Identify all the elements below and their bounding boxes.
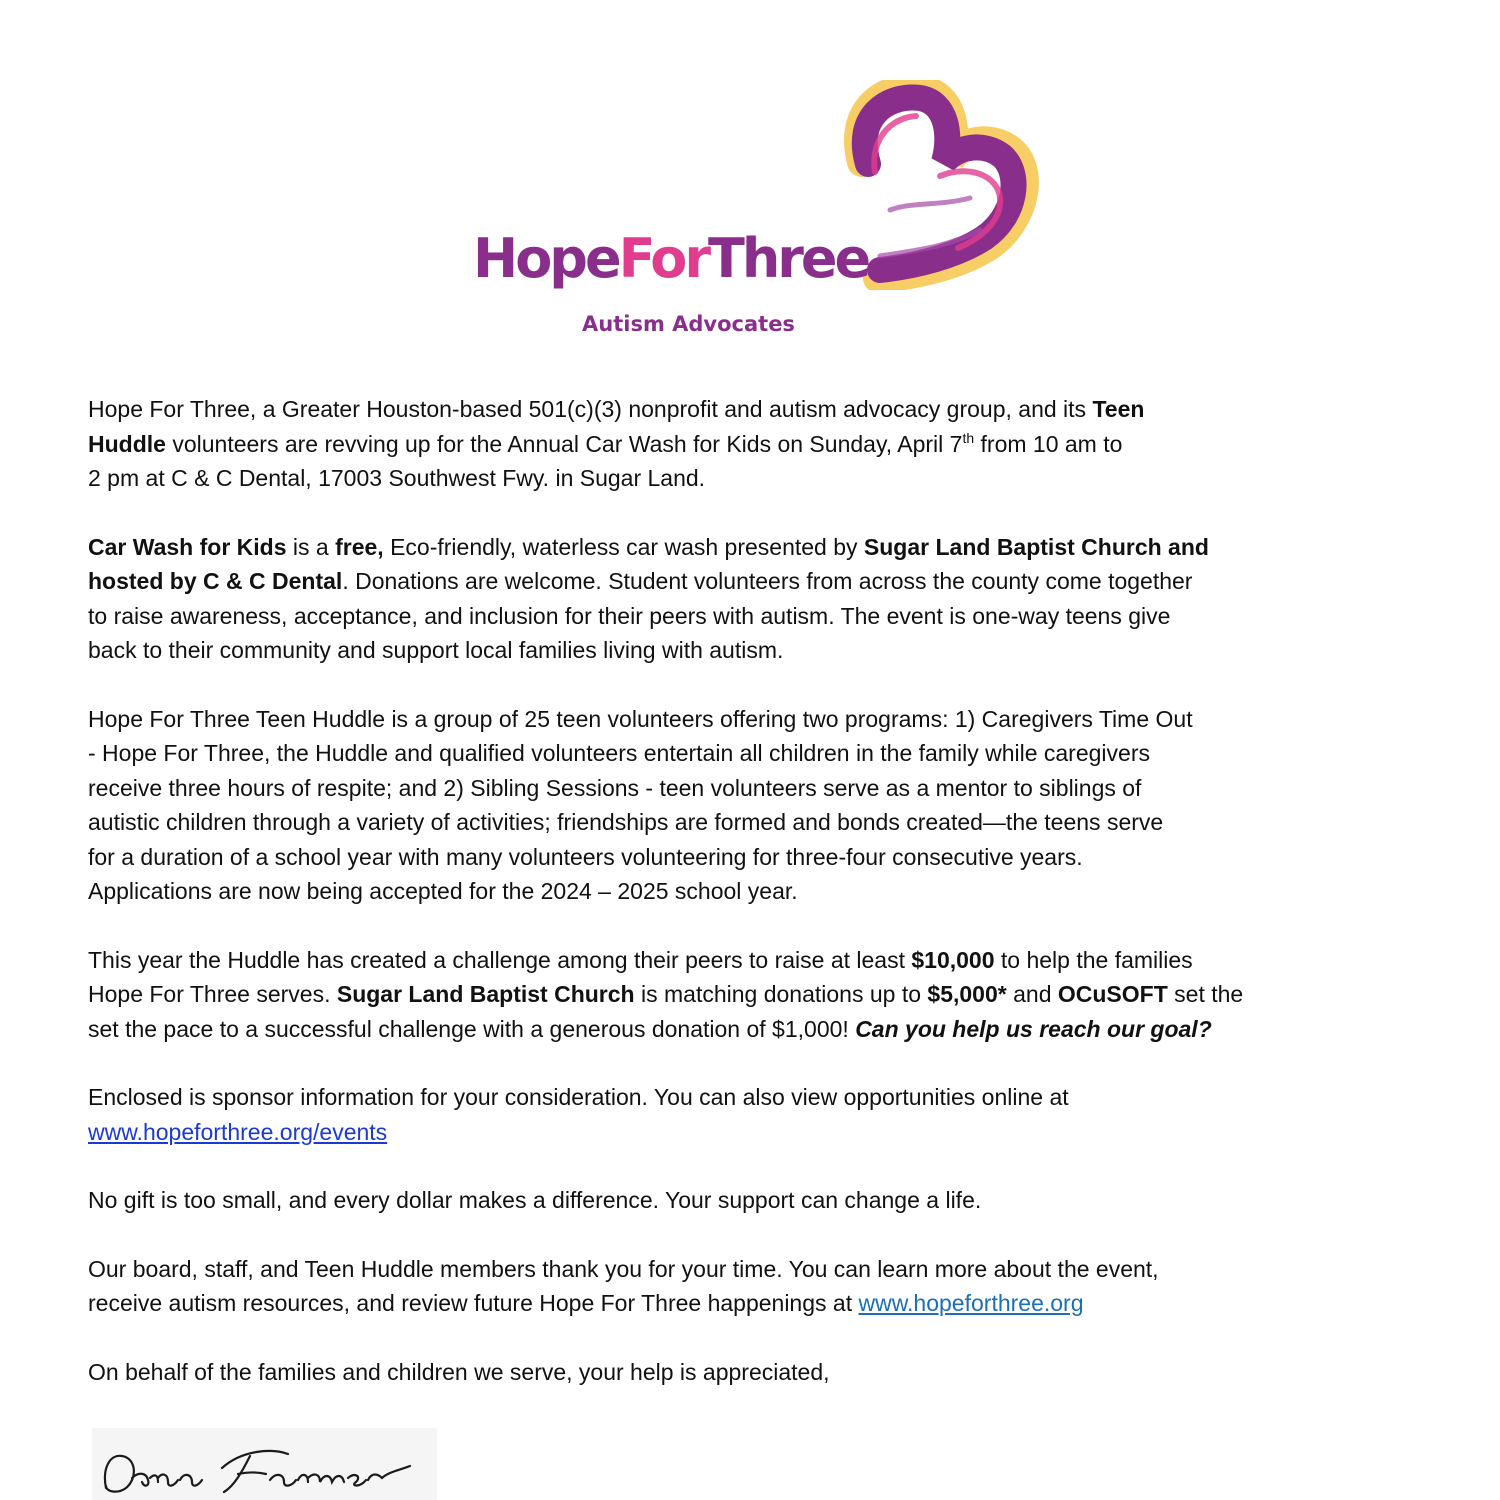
p4-bold-church: Sugar Land Baptist Church: [336, 981, 635, 1007]
logo-word-three: Three: [708, 227, 869, 290]
p2-text-5: back to their community and support local families living with autism.: [88, 637, 784, 663]
paragraph-closing: [88, 1355, 1418, 1390]
p2-bold-car-wash: Car Wash for Kids: [88, 533, 287, 560]
p3-line-5: for a duration of a school year with many volunteers volunteering for three-four consecutive years.: [88, 843, 1083, 870]
paragraph-challenge: [88, 943, 1418, 1047]
paragraph-sponsor-info: [88, 1080, 1418, 1149]
events-link[interactable]: www.hopeforthree.org/events: [88, 1118, 388, 1145]
p1-text-3: from 10 am to: [974, 430, 1123, 457]
p4-bold-goal: $10,000: [911, 946, 995, 973]
p7-text-2: receive autism resources, and review future Hope For Three happenings at: [88, 1290, 859, 1316]
p4-bold-ocusoft: OCuSOFT: [1057, 981, 1168, 1007]
website-link[interactable]: www.hopeforthree.org: [858, 1290, 1084, 1316]
p1-text-4: 2 pm at C & C Dental, 17003 Southwest Fwy. in Sugar Land.: [88, 465, 706, 491]
logo-tagline: Autism Advocates: [582, 312, 795, 336]
p2-bold-free: free,: [335, 533, 384, 560]
p4-text-6: set the: [1167, 981, 1244, 1007]
p3-line-3: receive three hours of respite; and 2) Sibling Sessions - teen volunteers serve as a mentor to siblings of: [88, 774, 1142, 801]
p5-text-1: Enclosed is sponsor information for your consideration. You can also view opportunities online at: [88, 1084, 1069, 1110]
p2-text-3: . Donations are welcome. Student volunteers from across the county come together: [342, 568, 1193, 594]
p2-text-4: to raise awareness, acceptance, and inclusion for their peers with autism. The event is one-way teens give: [88, 602, 1171, 629]
p1-bold-huddle: Huddle: [88, 430, 166, 457]
signature-handwriting-icon: [92, 1428, 437, 1500]
paragraph-thanks: [88, 1252, 1418, 1321]
p4-text-3: Hope For Three serves.: [88, 981, 337, 1007]
p1-superscript: th: [962, 429, 975, 446]
logo-wordmark: [473, 227, 869, 290]
p3-line-1: Hope For Three Teen Huddle is a group of 25 teen volunteers offering two programs: 1) Caregivers Time Out: [88, 705, 1193, 732]
p2-text-1: is a: [286, 533, 336, 560]
p4-text-1: This year the Huddle has created a challenge among their peers to raise at least: [88, 946, 912, 973]
paragraph-car-wash: [88, 530, 1418, 668]
p3-line-2: - Hope For Three, the Huddle and qualified volunteers entertain all children in the family while caregivers: [88, 740, 1150, 766]
p1-text-1: Hope For Three, a Greater Houston-based 501(c)(3) nonprofit and autism advocacy group, and its: [88, 396, 1093, 422]
p1-bold-teen: Teen: [1092, 396, 1145, 422]
p3-line-4: autistic children through a variety of activities; friendships are formed and bonds created—the teens serve: [88, 809, 1164, 835]
logo-word-hope: Hope: [473, 227, 619, 290]
p4-text-4: is matching donations up to: [634, 981, 928, 1007]
paragraph-event-intro: [88, 392, 1418, 496]
p1-text-2: volunteers are revving up for the Annual Car Wash for Kids on Sunday, April 7: [165, 430, 963, 457]
paragraph-teen-huddle: [88, 702, 1418, 909]
p2-text-2: Eco-friendly, waterless car wash presented by: [383, 533, 864, 560]
signature: [92, 1428, 437, 1500]
p4-text-2: to help the families: [994, 946, 1193, 973]
logo-word-for: For: [618, 227, 709, 290]
letter-body: [88, 392, 1418, 1423]
p2-bold-church: Sugar Land Baptist Church and: [863, 533, 1209, 560]
paragraph-no-gift: [88, 1183, 1418, 1218]
p3-line-6: Applications are now being accepted for the 2024 – 2025 school year.: [88, 878, 798, 904]
p8-text-1: On behalf of the families and children we serve, your help is appreciated,: [88, 1358, 830, 1385]
logo: [470, 80, 1040, 336]
p7-text-1: Our board, staff, and Teen Huddle members thank you for your time. You can learn more about the event,: [88, 1255, 1159, 1282]
p4-text-7: set the pace to a successful challenge with a generous donation of $1,000!: [88, 1015, 856, 1042]
p2-bold-host: hosted by C & C Dental: [88, 568, 343, 594]
p6-text-1: No gift is too small, and every dollar makes a difference. Your support can change a life.: [88, 1187, 982, 1213]
p4-bold-match: $5,000*: [927, 981, 1007, 1007]
p4-text-5: and: [1006, 981, 1058, 1007]
p4-call-to-action: Can you help us reach our goal?: [855, 1015, 1212, 1042]
